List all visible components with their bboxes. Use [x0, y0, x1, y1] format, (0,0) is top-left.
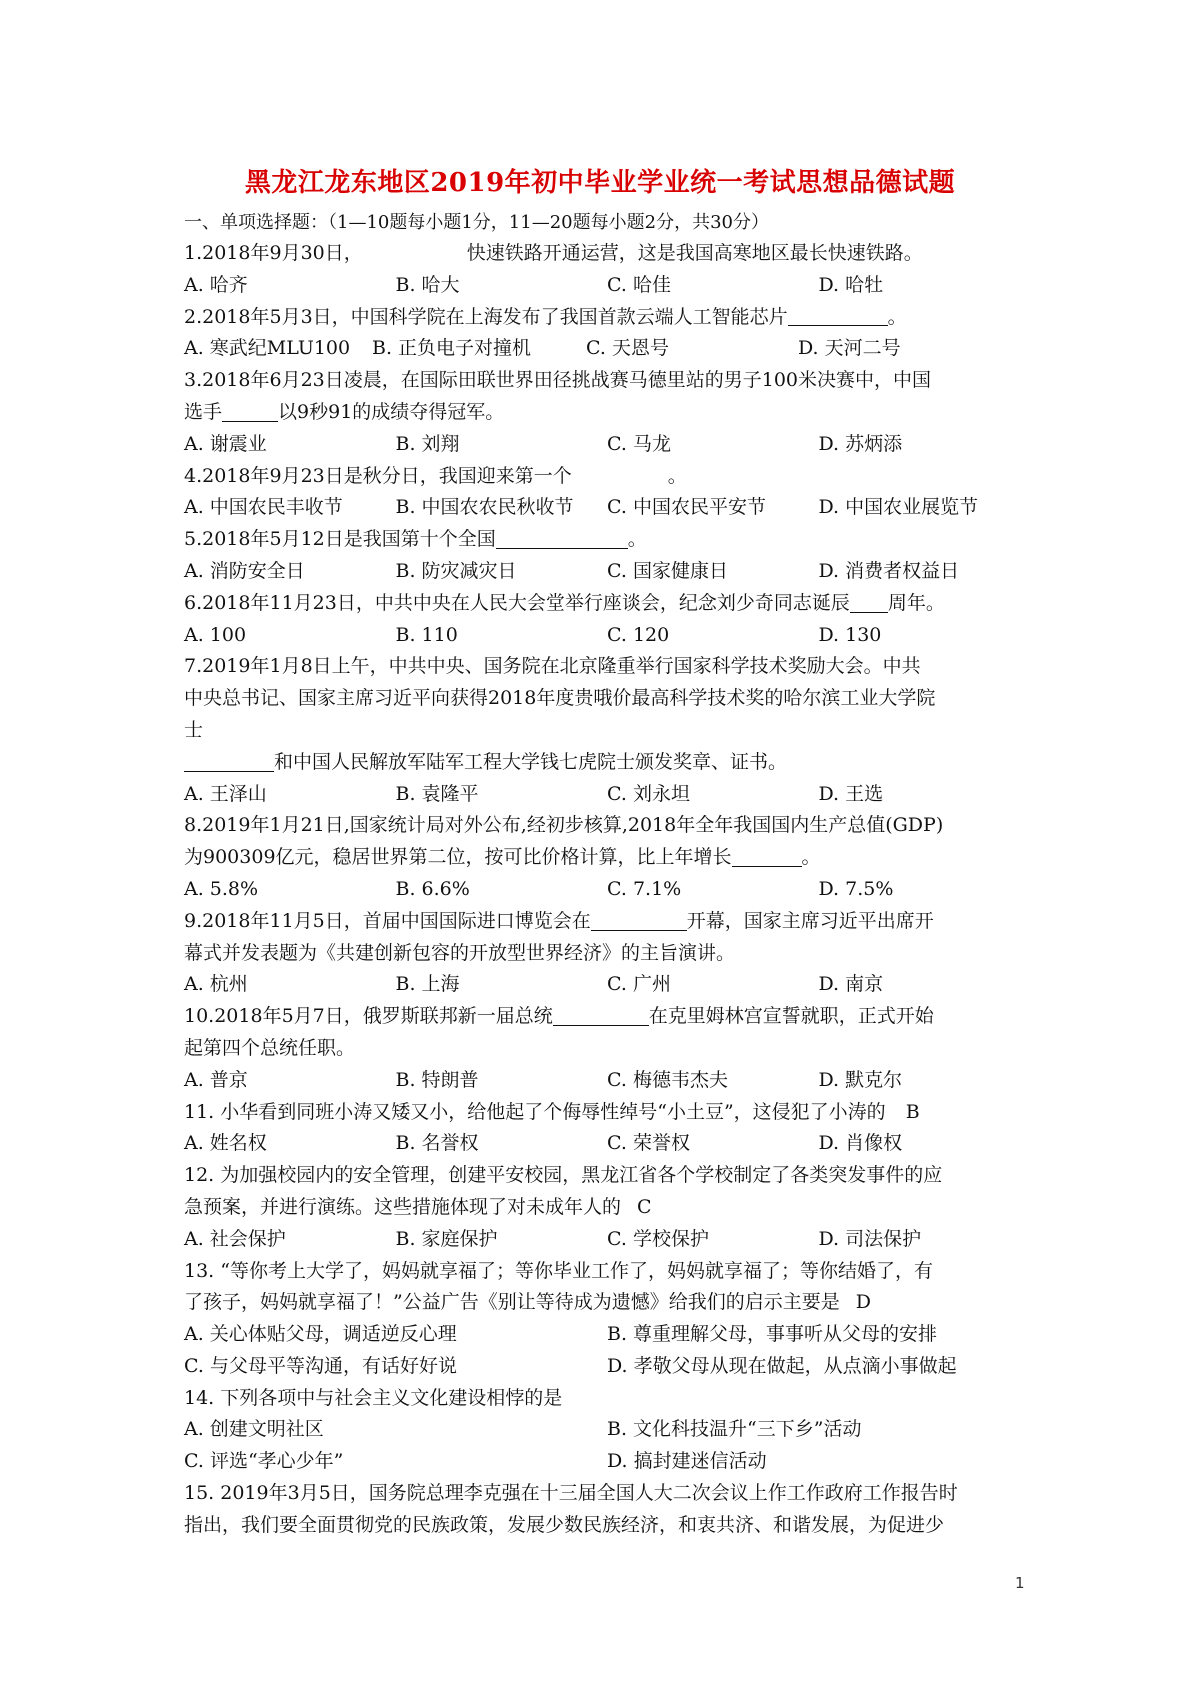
question-15-cont: 指出，我们要全面贯彻党的民族政策，发展少数民族经济，和衷共济、和谐发展，为促进少 — [184, 1513, 945, 1536]
question-10: 10.2018年5月7日，俄罗斯联邦新一届总统 在克里姆林宫宣誓就职，正式开始 — [184, 1005, 934, 1028]
answer-blank — [591, 909, 687, 931]
option-c: C. 刘永坦 — [607, 782, 690, 805]
question-6-options — [184, 620, 1030, 652]
answer-blank — [496, 527, 628, 549]
question-11-options — [184, 1128, 1030, 1160]
option-c: C. 评选“孝心少年” — [184, 1450, 344, 1473]
question-7: 7.2019年1月8日上午，中共中央、国务院在北京隆重举行国家科学技术奖励大会。中共 — [184, 655, 921, 678]
option-c: C. 梅德韦杰夫 — [607, 1068, 728, 1091]
option-d: D. 司法保护 — [818, 1227, 922, 1250]
option-b: B. 防灾减灾日 — [395, 559, 517, 582]
question-12: 12. 为加强校园内的安全管理，创建平安校园，黑龙江省各个学校制定了各类突发事件的应 — [184, 1164, 943, 1187]
option-d: D. 中国农业展览节 — [818, 496, 979, 519]
option-a: A. 哈齐 — [184, 273, 248, 296]
option-d: D. 王选 — [818, 782, 884, 805]
answer-blank — [222, 400, 278, 422]
option-b: B. 110 — [395, 623, 458, 646]
question-10-cont: 起第四个总统任职。 — [184, 1036, 356, 1059]
answer-blank — [553, 1004, 649, 1026]
option-a: A. 寒武纪MLU100 — [184, 337, 351, 360]
option-c: C. 与父母平等沟通，有话好好说 — [184, 1354, 457, 1377]
page-number: 1 — [1015, 1574, 1025, 1592]
question-9: 9.2018年11月5日，首届中国国际进口博览会在 开幕，国家主席习近平出席开 — [184, 909, 934, 932]
question-14-options — [184, 1414, 1030, 1446]
question-11: 11. 小华看到同班小涛又矮又小，给他起了个侮辱性绰号“小土豆”，这侵犯了小涛的 B — [184, 1100, 920, 1123]
answer-blank — [788, 305, 888, 327]
option-c: C. 荣誉权 — [607, 1132, 690, 1155]
option-b: B. 正负电子对撞机 — [372, 337, 532, 360]
question-15: 15. 2019年3月5日，国务院总理李克强在十三届全国人大二次会议上作工作政府工作报告时 — [184, 1482, 958, 1505]
option-a: A. 姓名权 — [184, 1132, 267, 1155]
option-c: C. 学校保护 — [607, 1227, 709, 1250]
option-b: B. 上海 — [395, 973, 460, 996]
option-c: C. 马龙 — [607, 432, 671, 455]
option-b: B. 名誉权 — [395, 1132, 479, 1155]
question-1-options — [184, 270, 1030, 302]
question-6: 6.2018年11月23日，中共中央在人民大会堂举行座谈会，纪念刘少奇同志诞辰 周年。 — [184, 591, 945, 614]
option-b: B. 6.6% — [395, 877, 470, 900]
option-b: B. 文化科技温升“三下乡”活动 — [607, 1418, 862, 1441]
option-d: D. 130 — [818, 623, 882, 646]
option-c: C. 天恩号 — [586, 337, 669, 360]
answer-key: B — [905, 1100, 920, 1123]
option-b: B. 中国农农民秋收节 — [395, 496, 574, 519]
option-d: D. 孝敬父母从现在做起，从点滴小事做起 — [607, 1354, 957, 1377]
option-a: A. 关心体贴父母，调适逆反心理 — [184, 1323, 457, 1346]
document-title: 黑龙江龙东地区2019年初中毕业学业统一考试思想品德试题 — [244, 168, 956, 198]
question-9-options — [184, 969, 1030, 1001]
option-c: C. 中国农民平安节 — [607, 496, 766, 519]
question-2: 2.2018年5月3日，中国科学院在上海发布了我国首款云端人工智能芯片 。 — [184, 305, 907, 328]
option-a: A. 普京 — [184, 1068, 248, 1091]
question-12-cont: 急预案，并进行演练。这些措施体现了对未成年人的 C — [184, 1195, 652, 1218]
option-a: A. 杭州 — [184, 973, 248, 996]
answer-blank — [184, 750, 274, 772]
question-14: 14. 下列各项中与社会主义文化建设相悖的是 — [184, 1386, 563, 1409]
answer-key: C — [637, 1195, 652, 1218]
question-4-options — [184, 492, 1030, 524]
question-7-cont: 中央总书记、国家主席习近平向获得2018年度贵哦价最高科学技术奖的哈尔滨工业大学院 — [184, 687, 936, 710]
question-3: 3.2018年6月23日凌晨，在国际田联世界田径挑战赛马德里站的男子100米决赛中，中国 — [184, 369, 932, 392]
question-7-options — [184, 779, 1030, 811]
option-a: A. 谢震业 — [184, 432, 267, 455]
option-a: A. 5.8% — [184, 877, 259, 900]
question-14-options — [184, 1446, 1030, 1478]
option-d: D. 哈牡 — [818, 273, 884, 296]
question-1: 1.2018年9月30日， 快速铁路开通运营，这是我国高寒地区最长快速铁路。 — [184, 242, 923, 264]
answer-blank — [732, 845, 802, 867]
option-b: B. 尊重理解父母，事事听从父母的安排 — [607, 1323, 938, 1346]
option-b: B. 家庭保护 — [395, 1227, 498, 1250]
question-8-cont: 为900309亿元，稳居世界第二位，按可比价格计算，比上年增长 。 — [184, 846, 821, 869]
question-12-options — [184, 1224, 1030, 1256]
question-3-options — [184, 429, 1030, 461]
question-13-cont: 了孩子，妈妈就享福了！”公益广告《别让等待成为遗憾》给我们的启示主要是 D — [184, 1291, 871, 1314]
option-b: B. 特朗普 — [395, 1068, 479, 1091]
question-7-cont: 和中国人民解放军陆军工程大学钱七虎院士颁发奖章、证书。 — [184, 747, 1030, 779]
question-13-options — [184, 1319, 1030, 1351]
option-a: A. 100 — [184, 623, 247, 646]
question-5-options — [184, 556, 1030, 588]
answer-blank — [850, 591, 888, 613]
question-9-cont: 幕式并发表题为《共建创新包容的开放型世界经济》的主旨演讲。 — [184, 941, 736, 964]
option-d: D. 消费者权益日 — [818, 559, 960, 582]
option-d: D. 默克尔 — [818, 1068, 903, 1091]
question-3-cont: 选手 以9秒91的成绩夺得冠军。 — [184, 400, 505, 423]
option-d: D. 搞封建迷信活动 — [607, 1450, 767, 1473]
question-7-cont: 士 — [184, 718, 204, 741]
question-2-options — [184, 333, 1030, 365]
option-c: C. 120 — [607, 623, 670, 646]
answer-key: D — [855, 1291, 871, 1314]
option-a: A. 中国农民丰收节 — [184, 496, 343, 519]
option-c: C. 7.1% — [607, 877, 682, 900]
question-8: 8.2019年1月21日,国家统计局对外公布,经初步核算,2018年全年我国国内生产总值(GDP) — [184, 814, 944, 837]
option-a: A. 消防安全日 — [184, 559, 305, 582]
option-d: D. 南京 — [818, 973, 884, 996]
question-list — [184, 238, 1030, 1542]
question-13: 13. “等你考上大学了，妈妈就享福了；等你毕业工作了，妈妈就享福了；等你结婚了，有 — [184, 1259, 933, 1282]
option-b: B. 刘翔 — [395, 432, 460, 455]
option-a: A. 王泽山 — [184, 782, 267, 805]
option-a: A. 创建文明社区 — [184, 1418, 324, 1441]
question-5: 5.2018年5月12日是我国第十个全国 。 — [184, 528, 647, 551]
section-heading: 一、单项选择题：（1—10题每小题1分，11—20题每小题2分，共30分） — [184, 212, 769, 233]
option-d: D. 肖像权 — [818, 1132, 903, 1155]
question-8-options — [184, 874, 1030, 906]
question-13-options — [184, 1351, 1030, 1383]
option-b: B. 袁隆平 — [395, 782, 479, 805]
option-a: A. 社会保护 — [184, 1227, 286, 1250]
option-d: D. 天河二号 — [798, 337, 901, 360]
question-4: 4.2018年9月23日是秋分日，我国迎来第一个 。 — [184, 464, 687, 487]
option-d: D. 7.5% — [818, 877, 894, 900]
option-b: B. 哈大 — [395, 273, 460, 296]
option-c: C. 国家健康日 — [607, 559, 728, 582]
option-d: D. 苏炳添 — [818, 432, 903, 455]
option-c: C. 哈佳 — [607, 273, 671, 296]
option-c: C. 广州 — [607, 973, 671, 996]
question-10-options — [184, 1065, 1030, 1097]
